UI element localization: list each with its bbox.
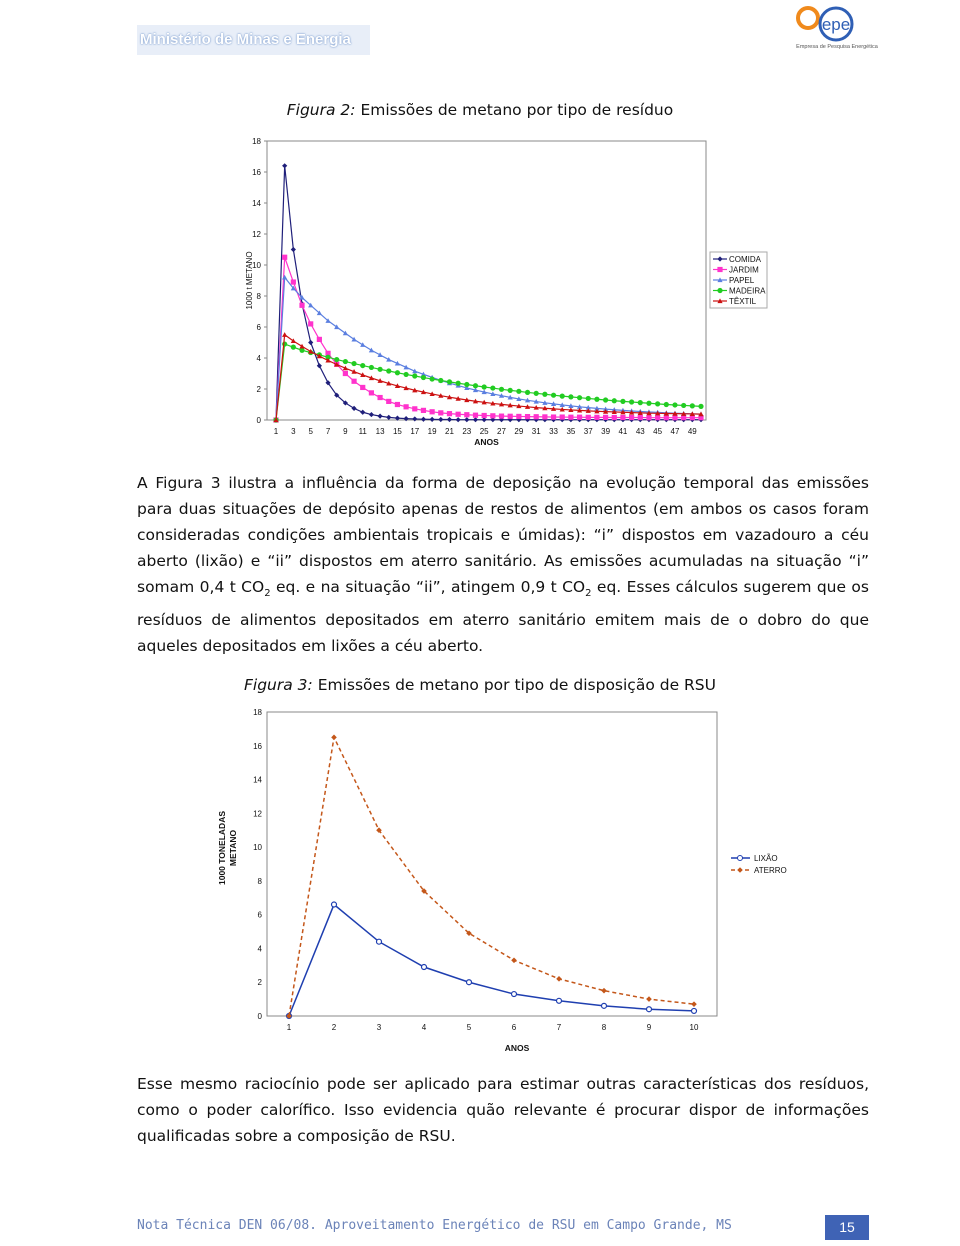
x-tick-label: 19 [427,427,437,436]
data-point [692,1008,697,1013]
data-point [377,939,382,944]
legend-label: PAPEL [729,276,755,285]
paragraph1-part2: eq. e na situação “ii”, atingem 0,9 t CO [270,578,586,596]
x-tick-label: 3 [291,427,296,436]
y-axis-title-line1: 1000 TONELADAS [217,810,227,886]
x-axis-title: ANOS [474,437,499,447]
y-axis-title-line2: METANO [228,829,238,867]
legend-label: MADEIRA [729,286,766,296]
y-tick-label: 16 [253,741,262,751]
x-tick-label: 11 [358,427,367,436]
y-tick-label: 2 [256,385,261,394]
x-tick-label: 41 [618,427,628,436]
co2-subscript-1: 2 [264,588,271,600]
x-tick-label: 9 [343,427,348,436]
y-tick-label: 2 [257,978,262,988]
x-tick-label: 17 [410,427,420,436]
data-point [602,1003,607,1008]
y-tick-label: 10 [252,261,261,270]
series-lixão [287,902,697,1018]
data-point [512,992,517,997]
legend [731,854,787,875]
x-tick-label: 31 [531,427,541,436]
data-point [511,957,517,963]
x-tick-label: 1 [273,427,279,436]
x-tick-label: 45 [653,427,663,436]
logo-text: epe [821,15,851,34]
paragraph2-text: Esse mesmo raciocínio pode ser aplicado para estimar outras características dos resíduos, como o poder calorífico. Isso evidencia quão relevante é procurar dispor de informações qualificadas sobre a composição de RSU. [137,1075,869,1145]
x-tick-label: 33 [549,427,559,436]
y-tick-label: 4 [256,354,261,363]
y-tick-label: 8 [256,292,261,301]
y-tick-label: 10 [253,843,262,853]
y-tick-label: 14 [253,775,262,785]
x-tick-label: 29 [514,427,524,436]
data-point [467,980,472,985]
y-tick-label: 0 [256,416,261,425]
legend-marker [737,867,743,873]
legend-label: LIXÃO [754,854,778,863]
y-tick-label: 12 [252,230,261,239]
y-axis-title: 1000 t METANO [245,251,254,310]
data-point [646,996,652,1002]
co2-subscript-2: 2 [585,588,592,600]
paragraph1-part3: eq. Esses cálculos sugerem que os resíduos de alimentos depositados em aterro sanitário emitem mais de o dobro do que aqueles depositados em lixões a céu aberto. [137,578,869,656]
x-tick-label: 39 [601,427,611,436]
y-tick-label: 0 [257,1012,262,1021]
y-tick-label: 14 [252,199,261,208]
ministry-title: Ministério de Minas e Energia [140,31,351,48]
series-aterro [286,735,697,1019]
y-tick-label: 12 [253,809,262,819]
y-tick-label: 6 [256,323,261,332]
y-tick-label: 16 [252,168,261,177]
x-tick-label: 8 [601,1023,607,1032]
x-tick-label: 47 [670,427,680,436]
x-tick-label: 7 [325,427,331,436]
x-tick-label: 3 [376,1023,382,1032]
data-point [647,1007,652,1012]
legend-label: JARDIM [729,265,759,275]
series-line [289,905,694,1016]
data-point [691,1001,697,1007]
legend-label: ATERRO [754,866,787,875]
x-tick-label: 49 [687,427,697,436]
x-tick-label: 23 [462,427,472,436]
y-tick-label: 18 [252,137,261,146]
figure2-caption-label: Figura 2: [286,101,356,119]
legend-label: TÊXTIL [729,297,757,306]
x-tick-label: 37 [583,427,593,436]
footer-text: Nota Técnica DEN 06/08. Aproveitamento Energético de RSU em Campo Grande, MS [137,1218,732,1233]
x-tick-label: 13 [375,427,385,436]
data-point [422,965,427,970]
x-axis-title: ANOS [504,1043,530,1053]
figure3-caption-label: Figura 3: [244,676,313,694]
legend-label: COMIDA [729,255,761,264]
x-tick-label: 1 [286,1023,292,1032]
figure2-caption-text: Emissões de metano por tipo de resíduo [355,101,674,119]
x-tick-label: 6 [511,1023,517,1032]
data-point [556,976,562,982]
paragraph-conclusion [137,1071,869,1149]
x-tick-label: 27 [497,427,506,436]
y-tick-label: 18 [253,708,262,717]
legend-marker [738,856,743,861]
x-tick-label: 43 [635,427,645,436]
x-tick-label: 35 [566,427,576,436]
x-tick-label: 15 [392,427,402,436]
x-tick-label: 5 [308,427,313,436]
page-number: 15 [825,1215,869,1240]
x-tick-label: 7 [556,1023,562,1032]
figure3-caption-text: Emissões de metano por tipo de disposição de RSU [312,676,716,694]
plot-area [267,712,717,1016]
x-tick-label: 10 [689,1023,699,1032]
x-tick-label: 4 [421,1023,427,1032]
x-tick-label: 9 [646,1023,652,1032]
data-point [601,988,607,994]
data-point [557,998,562,1003]
y-tick-label: 6 [257,910,262,920]
series-line [289,737,694,1016]
x-tick-label: 5 [466,1023,472,1032]
x-tick-label: 25 [479,427,489,436]
x-tick-label: 21 [445,427,454,436]
data-point [332,902,337,907]
x-tick-label: 2 [331,1023,337,1032]
logo-subtitle: Empresa de Pesquisa Energética [796,44,878,50]
y-tick-label: 8 [257,876,262,886]
paragraph1-part1: A Figura 3 ilustra a influência da forma de deposição na evolução temporal das emissões para duas situações de depósito apenas de restos de alimentos (em ambos os casos foram consideradas condições ambientais tropicais e úmidas): “i” dispostos em vazadouro a céu aberto (lixão) e “ii” dispostos em aterro sanitário. As emissões acumuladas na situação “i” somam 0,4 t CO [137,474,869,596]
data-point [331,735,337,741]
y-tick-label: 4 [257,944,262,954]
